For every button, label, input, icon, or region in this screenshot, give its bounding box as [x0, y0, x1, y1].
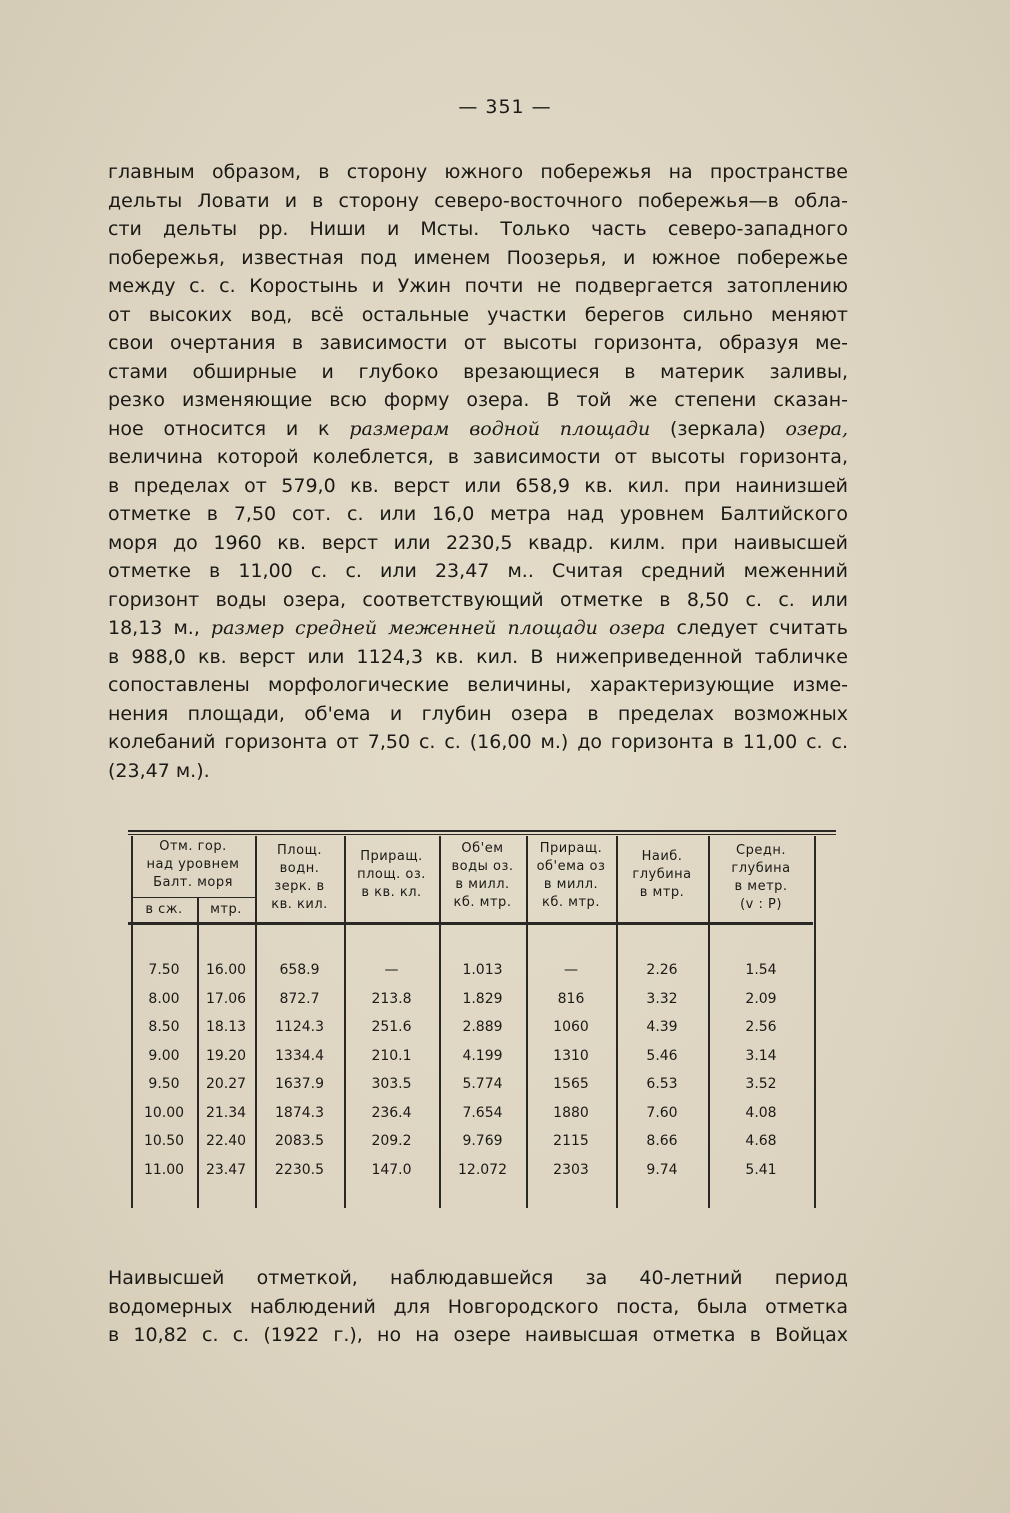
header-mark-sazhen: в сж.	[145, 902, 183, 917]
header-line: кб. мтр.	[453, 895, 512, 910]
text-segment: сти дельты рр. Ниши и Мсты. Только часть северо-западного	[108, 218, 848, 240]
header-line: кв. кил.	[271, 897, 328, 912]
text-segment: дельты Ловати и в сторону северо-восточного побережья—в обла-	[108, 189, 848, 212]
table-cell: —	[384, 962, 399, 978]
table-cell: 2.889	[462, 1019, 503, 1035]
text-segment: свои очертания в зависимости от высоты горизонта, образуя ме-	[108, 332, 848, 354]
table-cell: 1880	[553, 1104, 589, 1121]
text-line	[108, 1321, 848, 1350]
table-cell: 5.41	[745, 1161, 777, 1178]
text-segment: отметке в 11,00 с. с. или 23,47 м.. Считая средний меженний	[108, 560, 848, 582]
text-line	[108, 158, 848, 187]
italic-phrase: озера,	[785, 417, 849, 440]
header-line: в метр.	[734, 879, 788, 894]
text-segment: сопоставлены морфологические величины, характеризующие изме-	[108, 674, 848, 696]
table-cell: 2230.5	[275, 1161, 324, 1178]
header-mark-group	[131, 838, 255, 892]
table-cell: —	[564, 962, 578, 978]
header-volume	[439, 840, 526, 912]
table-cell: 8.00	[148, 990, 180, 1007]
text-line	[108, 415, 848, 444]
table-cell: 22.40	[205, 1133, 247, 1149]
text-segment: горизонт воды озера, соответствующий отметке в 8,50 с. с. или	[108, 588, 848, 611]
table-cell: 8.50	[148, 1019, 180, 1035]
header-line: Наиб.	[641, 849, 683, 864]
table-cell: 2083.5	[275, 1133, 324, 1149]
table-cell: 1874.3	[275, 1104, 324, 1121]
header-line: об'ема оз	[536, 859, 606, 874]
text-segment: от высоких вод, всё остальные участки берегов сильно меняют	[108, 303, 848, 326]
table-cell: 6.53	[646, 1076, 678, 1092]
table-cell: 210.1	[371, 1047, 412, 1064]
header-line: водн.	[279, 861, 320, 876]
text-segment: 18,13 м.,	[108, 617, 211, 639]
table-cell: 4.68	[745, 1133, 777, 1149]
table-cell: 16.00	[205, 962, 247, 978]
text-line	[108, 757, 848, 786]
text-segment: водомерных наблюдений для Новгородского поста, была отметка	[108, 1295, 848, 1318]
table-cell: 5.46	[646, 1047, 678, 1064]
table-cell: 1.013	[462, 962, 503, 978]
italic-phrase: размер средней меженней площади озера	[210, 617, 666, 639]
table-cell: 9.769	[462, 1133, 503, 1149]
header-line: в мтр.	[639, 885, 685, 900]
table-cell: 17.06	[205, 990, 247, 1007]
header-line: Приращ.	[539, 841, 603, 856]
morphology-table	[128, 830, 836, 1210]
table-cell: 4.08	[745, 1104, 777, 1121]
table-cell: 8.66	[646, 1133, 678, 1149]
table-cell: 2115	[553, 1133, 589, 1149]
text-segment: в 10,82 с. с. (1922 г.), но на озере наивысшая отметка в Войцах	[108, 1324, 848, 1346]
header-line: Средн.	[736, 843, 786, 858]
text-line	[108, 386, 848, 415]
header-line: Площ.	[277, 843, 322, 858]
text-line	[108, 358, 848, 387]
text-line	[108, 187, 848, 216]
header-line: Отм. гор.	[159, 839, 227, 854]
table-cell: 2303	[553, 1161, 589, 1178]
table-cell: 2.09	[745, 990, 777, 1007]
table-cell: 1334.4	[275, 1047, 324, 1064]
table-cell: 18.13	[205, 1019, 247, 1035]
header-volume-increment	[526, 840, 616, 912]
table-cell: 3.52	[745, 1076, 777, 1092]
text-line	[108, 215, 848, 244]
header-area	[255, 842, 344, 914]
table-cell: 1637.9	[275, 1076, 324, 1092]
table-cell: 147.0	[371, 1161, 412, 1178]
text-line	[108, 1293, 848, 1322]
header-line: в милл.	[543, 877, 599, 892]
text-line	[108, 244, 848, 273]
text-line	[108, 557, 848, 586]
table-cell: 3.14	[745, 1047, 777, 1064]
table-cell: 12.072	[458, 1161, 507, 1178]
table-cell: 1124.3	[275, 1019, 324, 1035]
table-cell: 11.00	[143, 1161, 185, 1178]
table-cell: 209.2	[371, 1133, 412, 1149]
header-line: в милл.	[455, 877, 510, 892]
text-line	[108, 671, 848, 700]
table-cell: 1060	[553, 1019, 589, 1035]
table-cell: 303.5	[371, 1076, 412, 1092]
table-cell: 9.50	[148, 1076, 180, 1092]
text-segment: в 988,0 кв. верст или 1124,3 кв. кил. В нижеприведенной табличке	[108, 645, 848, 668]
table-cell: 2.26	[646, 962, 678, 978]
header-line: в кв. кл.	[361, 885, 422, 900]
table-cell: 4.199	[462, 1047, 503, 1064]
text-segment: побережья, известная под именем Поозерья, и южное побережье	[108, 246, 848, 269]
table-cell: 19.20	[205, 1047, 247, 1064]
table-cell: 4.39	[646, 1019, 678, 1035]
header-max-depth	[616, 848, 708, 902]
header-mark-meters: мтр.	[210, 902, 242, 917]
text-line	[108, 643, 848, 672]
text-segment: следует считать	[665, 617, 848, 639]
text-segment: стами обширные и глубоко врезающиеся в материк заливы,	[108, 360, 848, 383]
italic-phrase: размерам водной площади	[349, 417, 651, 440]
text-segment: главным образом, в сторону южного побережья на пространстве	[108, 161, 848, 183]
table-cell: 23.47	[205, 1161, 247, 1178]
table-cell: 7.654	[462, 1104, 503, 1121]
text-line	[108, 301, 848, 330]
table-cell: 1.54	[745, 962, 777, 978]
header-line: кб. мтр.	[542, 895, 600, 910]
table-cell: 1.829	[462, 990, 503, 1007]
table-cell: 21.34	[205, 1104, 247, 1121]
text-segment: отметке в 7,50 сот. с. или 16,0 метра над уровнем Балтийского	[108, 503, 848, 525]
text-line	[108, 472, 848, 501]
header-line: Об'ем	[461, 841, 504, 856]
table-cell: 213.8	[371, 990, 412, 1007]
text-line	[108, 700, 848, 729]
table-cell: 7.60	[646, 1104, 678, 1121]
header-line: глубина	[632, 867, 692, 882]
table-cell: 816	[557, 990, 585, 1007]
text-segment: величина которой колеблется, в зависимости от высоты горизонта,	[108, 446, 848, 468]
page-number: — 351 —	[458, 96, 552, 118]
header-line: Балт. моря	[153, 875, 233, 890]
table-cell: 20.27	[205, 1076, 247, 1092]
table-cell: 3.32	[646, 990, 678, 1007]
header-line: площ. оз.	[357, 867, 426, 882]
text-line	[108, 272, 848, 301]
table-cell: 10.50	[143, 1133, 185, 1149]
table-cell: 1565	[553, 1076, 589, 1092]
text-line	[108, 586, 848, 615]
text-segment: в пределах от 579,0 кв. верст или 658,9 кв. кил. при наинизшей	[108, 474, 848, 497]
text-segment: моря до 1960 кв. верст или 2230,5 квадр. килм. при наивысшей	[108, 531, 848, 554]
header-mean-depth	[708, 842, 814, 914]
text-segment: (23,47 м.).	[108, 759, 210, 782]
table-cell: 9.00	[148, 1047, 180, 1064]
header-line: (v : P)	[740, 897, 782, 912]
text-segment: между с. с. Коростынь и Ужин почти не подвергается затоплению	[108, 275, 848, 297]
table-cell: 251.6	[371, 1019, 412, 1035]
header-line: зерк. в	[274, 879, 325, 894]
text-line	[108, 614, 848, 643]
header-line: над уровнем	[146, 857, 240, 872]
table-cell: 2.56	[745, 1019, 777, 1035]
text-segment: (зеркала)	[650, 417, 786, 440]
text-segment: ное относится и к	[108, 417, 350, 440]
text-line	[108, 1264, 848, 1293]
table-cell: 7.50	[148, 962, 180, 978]
table-cell: 872.7	[279, 990, 320, 1007]
header-line: Приращ.	[360, 849, 423, 864]
text-segment: Наивысшей отметкой, наблюдавшейся за 40-летний период	[108, 1267, 848, 1289]
table-cell: 658.9	[279, 962, 320, 978]
text-segment: нения площади, об'ема и глубин озера в пределах возможных	[108, 702, 848, 725]
text-line	[108, 329, 848, 358]
text-line	[108, 529, 848, 558]
paragraph-2	[108, 1264, 848, 1350]
table-cell: 5.774	[462, 1076, 503, 1092]
header-area-increment	[344, 848, 439, 902]
text-segment: резко изменяющие всю форму озера. В той же степени сказан-	[108, 389, 848, 411]
text-line	[108, 443, 848, 472]
header-line: глубина	[731, 861, 791, 876]
paragraph-1	[108, 158, 848, 785]
text-line	[108, 500, 848, 529]
header-line: воды оз.	[451, 859, 514, 874]
table-cell: 1310	[553, 1047, 589, 1064]
table-cell: 10.00	[143, 1104, 185, 1121]
table-cell: 9.74	[646, 1161, 678, 1178]
text-segment: колебаний горизонта от 7,50 с. с. (16,00 м.) до горизонта в 11,00 с. с.	[108, 731, 848, 753]
text-line	[108, 728, 848, 757]
table-cell: 236.4	[371, 1104, 412, 1121]
